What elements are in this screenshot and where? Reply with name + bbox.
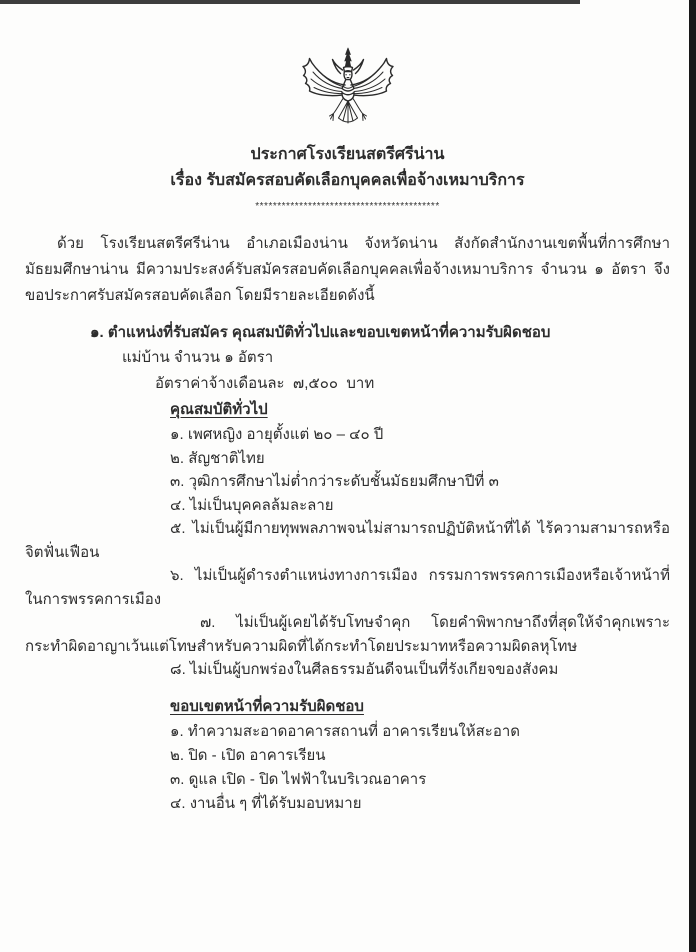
duty-item: ๔. งานอื่น ๆ ที่ได้รับมอบหมาย <box>170 795 362 813</box>
qualification-item: ๒. สัญชาติไทย <box>170 449 265 467</box>
duties-heading <box>170 694 670 720</box>
qualifications-heading <box>170 397 670 423</box>
intro-paragraph: ด้วย โรงเรียนสตรีศรีน่าน อำเภอเมืองน่าน จังหวัดน่าน สังกัดสำนักงานเขตพื้นที่การศึกษามัธยมศึกษาน่าน มีความประสงค์รับสมัครสอบคัดเลือกบุคคลเพื่อจ้างเหมาบริการ จำนวน ๑ อัตรา จึงขอประกาศรับสมัครสอบคัดเลือก โดยมีรายละเอียดดังนี้ <box>25 235 670 304</box>
qualification-item: ๖. ไม่เป็นผู้ดำรงตำแหน่งทางการเมือง กรรมการพรรคการเมือง​หรือ​เจ้าหน้าที่ในการพรรค​การเมือง <box>25 567 670 608</box>
qualification-item: ๗. ไม่เป็นผู้เคยได้รับโทษจำคุก โดยคำพิพากษาถึงที่สุดให้จำคุกเพราะกระทำผิดอาญา​เว้นแต่​โทษสำหรับความผิดที่ได้กระทำโดยประมาท​หรือความผิดลหุโทษ <box>25 614 670 655</box>
qualifications-heading-text: คุณสมบัติทั่วไป <box>170 401 268 418</box>
duty-item: ๒. ปิด - เปิด อาคารเรียน <box>170 746 326 764</box>
qualification-item: ๕. ไม่เป็นผู้มีกายทุพพลภาพจนไม่สามารถปฏิบัติหน้าที่ได้ ไร้ความสามารถหรือจิตฟั่นเฟือน <box>25 520 670 561</box>
section-1-heading: ๑. ตำแหน่งที่รับสมัคร คุณสมบัติทั่วไปและขอบเขตหน้าที่ความรับผิดชอบ <box>90 324 551 341</box>
qualification-item: ๘. ไม่เป็นผู้บกพร่องในศีลธรรมอันดีจนเป็นที่รังเกียจของสังคม <box>170 661 559 678</box>
announcement-title: ประกาศโรงเรียนสตรีศรีน่าน <box>250 146 445 163</box>
duties-heading-text: ขอบเขตหน้าที่ความรับผิดชอบ <box>170 697 364 715</box>
qualification-item: ๓. วุฒิการศึกษาไม่ต่ำกว่าระดับชั้นมัธยมศึกษาปีที่ ๓ <box>170 473 499 490</box>
announcement-subject: เรื่อง รับสมัครสอบคัดเลือกบุคคลเพื่อจ้างเหมาบริการ <box>170 172 525 189</box>
qualification-item: ๑. เพศหญิง อายุตั้งแต่ ๒๐ – ๔๐ ปี <box>170 426 384 443</box>
garuda-emblem-icon <box>25 40 670 136</box>
duty-item: ๓. ดูแล เปิด - ปิด ไฟฟ้าในบริเวณอาคาร <box>170 770 427 788</box>
duty-item: ๑. ทำความสะอาดอาคารสถานที่ อาคารเรียนให้สะอาด <box>170 722 521 740</box>
qualifications-list <box>25 423 670 682</box>
position-line: แม่บ้าน จำนวน ๑ อัตรา <box>122 349 274 366</box>
duties-list <box>25 720 670 817</box>
salary-line: อัตราค่าจ้างเดือนละ ๗,๕๐๐ บาท <box>155 375 375 392</box>
separator-line: ****************************************** <box>255 201 440 212</box>
qualification-item: ๔. ไม่เป็นบุคคลล้มละลาย <box>170 496 334 514</box>
